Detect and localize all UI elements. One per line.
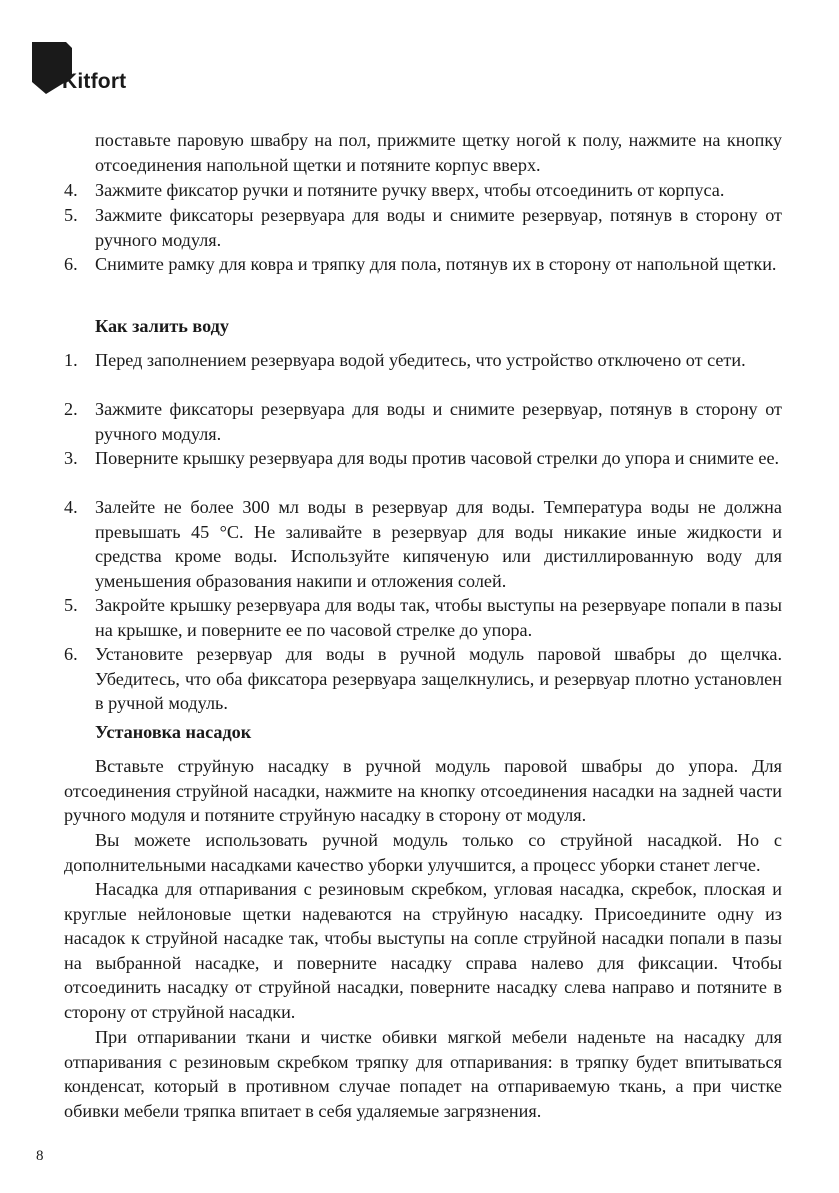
section-heading: Установка насадок	[95, 722, 252, 742]
list-text: Залейте не более 300 мл воды в резервуар для воды. Температура воды не должна превышать 45 °С. Не заливайте в резервуар для воды никакие иные жидкости и средства кроме воды. Используйте кипяченую или дистиллированную воду для уменьшения образования накипи и отложения солей.	[95, 497, 782, 591]
page-number: 8	[36, 1148, 44, 1164]
kitfort-logo	[32, 42, 172, 102]
list-text: Установите резервуар для воды в ручной модуль паровой швабры до щелчка. Убедитесь, что оба фиксатора резервуара защелкнулись, и резервуар плотно установлен в ручной модуль.	[95, 644, 782, 714]
list-text: Снимите рамку для ковра и тряпку для пола, потянув их в сторону от напольной щетки.	[95, 254, 777, 274]
body-paragraph: Насадка для отпаривания с резиновым скребком, угловая насадка, скребок, плоская и круглые нейлоновые щетки надеваются на струйную насадку. Присоедините одну из насадок к струйной насадке так, чтобы выступы на сопле струйной насадки попали в пазы на выбранной насадке, и поверните насадку справа налево для фиксации. Чтобы отсоединить насадку от струйной насадки, поверните насадку слева направо и потяните в сторону от струйной насадки.	[64, 879, 782, 1022]
list-number: 3.	[64, 448, 78, 468]
list-number: 6.	[64, 254, 78, 274]
brand-name: Kitfort	[62, 70, 127, 93]
body-paragraph: Вставьте струйную насадку в ручной модуль паровой швабры до упора. Для отсоединения струйной насадки, нажмите на кнопку отсоединения насадки на задней части ручного модуля и потяните струйную насадку в сторону от модуля.	[64, 756, 782, 826]
list-number: 4.	[64, 497, 78, 517]
body-paragraph: Вы можете использовать ручной модуль только со струйной насадкой. Но с дополнительными насадками качество уборки улучшится, а процесс уборки станет легче.	[64, 830, 782, 875]
list-text: Зажмите фиксатор ручки и потяните ручку вверх, чтобы отсоединить от корпуса.	[95, 180, 725, 200]
body-paragraph: При отпаривании ткани и чистке обивки мягкой мебели наденьте на насадку для отпаривания с резиновым скребком тряпку для отпаривания: в тряпку будет впитываться конденсат, который в противном случае попадет на отпариваемую ткань, а при чистке обивки мебели тряпка впитает в себя удаляемые загрязнения.	[64, 1027, 782, 1121]
list-text: Закройте крышку резервуара для воды так, чтобы выступы на резервуаре попали в пазы на крышке, и поверните ее по часовой стрелке до упора.	[95, 595, 782, 640]
list-number: 4.	[64, 180, 78, 200]
list-number: 6.	[64, 644, 78, 664]
list-number: 2.	[64, 399, 78, 419]
list-text: Зажмите фиксаторы резервуара для воды и снимите резервуар, потянув в сторону от ручного модуля.	[95, 399, 782, 444]
list-text: Поверните крышку резервуара для воды против часовой стрелки до упора и снимите ее.	[95, 448, 780, 468]
list-text: Зажмите фиксаторы резервуара для воды и снимите резервуар, потянув в сторону от ручного модуля.	[95, 205, 782, 250]
list-number: 1.	[64, 350, 78, 370]
list-number: 5.	[64, 205, 78, 225]
list-text: Перед заполнением резервуара водой убедитесь, что устройство отключено от сети.	[95, 350, 746, 370]
section-heading: Как залить воду	[95, 316, 229, 336]
continuation-paragraph: поставьте паровую швабру на пол, прижмите щетку ногой к полу, нажмите на кнопку отсоединения напольной щетки и потяните корпус вверх.	[95, 130, 782, 175]
list-number: 5.	[64, 595, 78, 615]
